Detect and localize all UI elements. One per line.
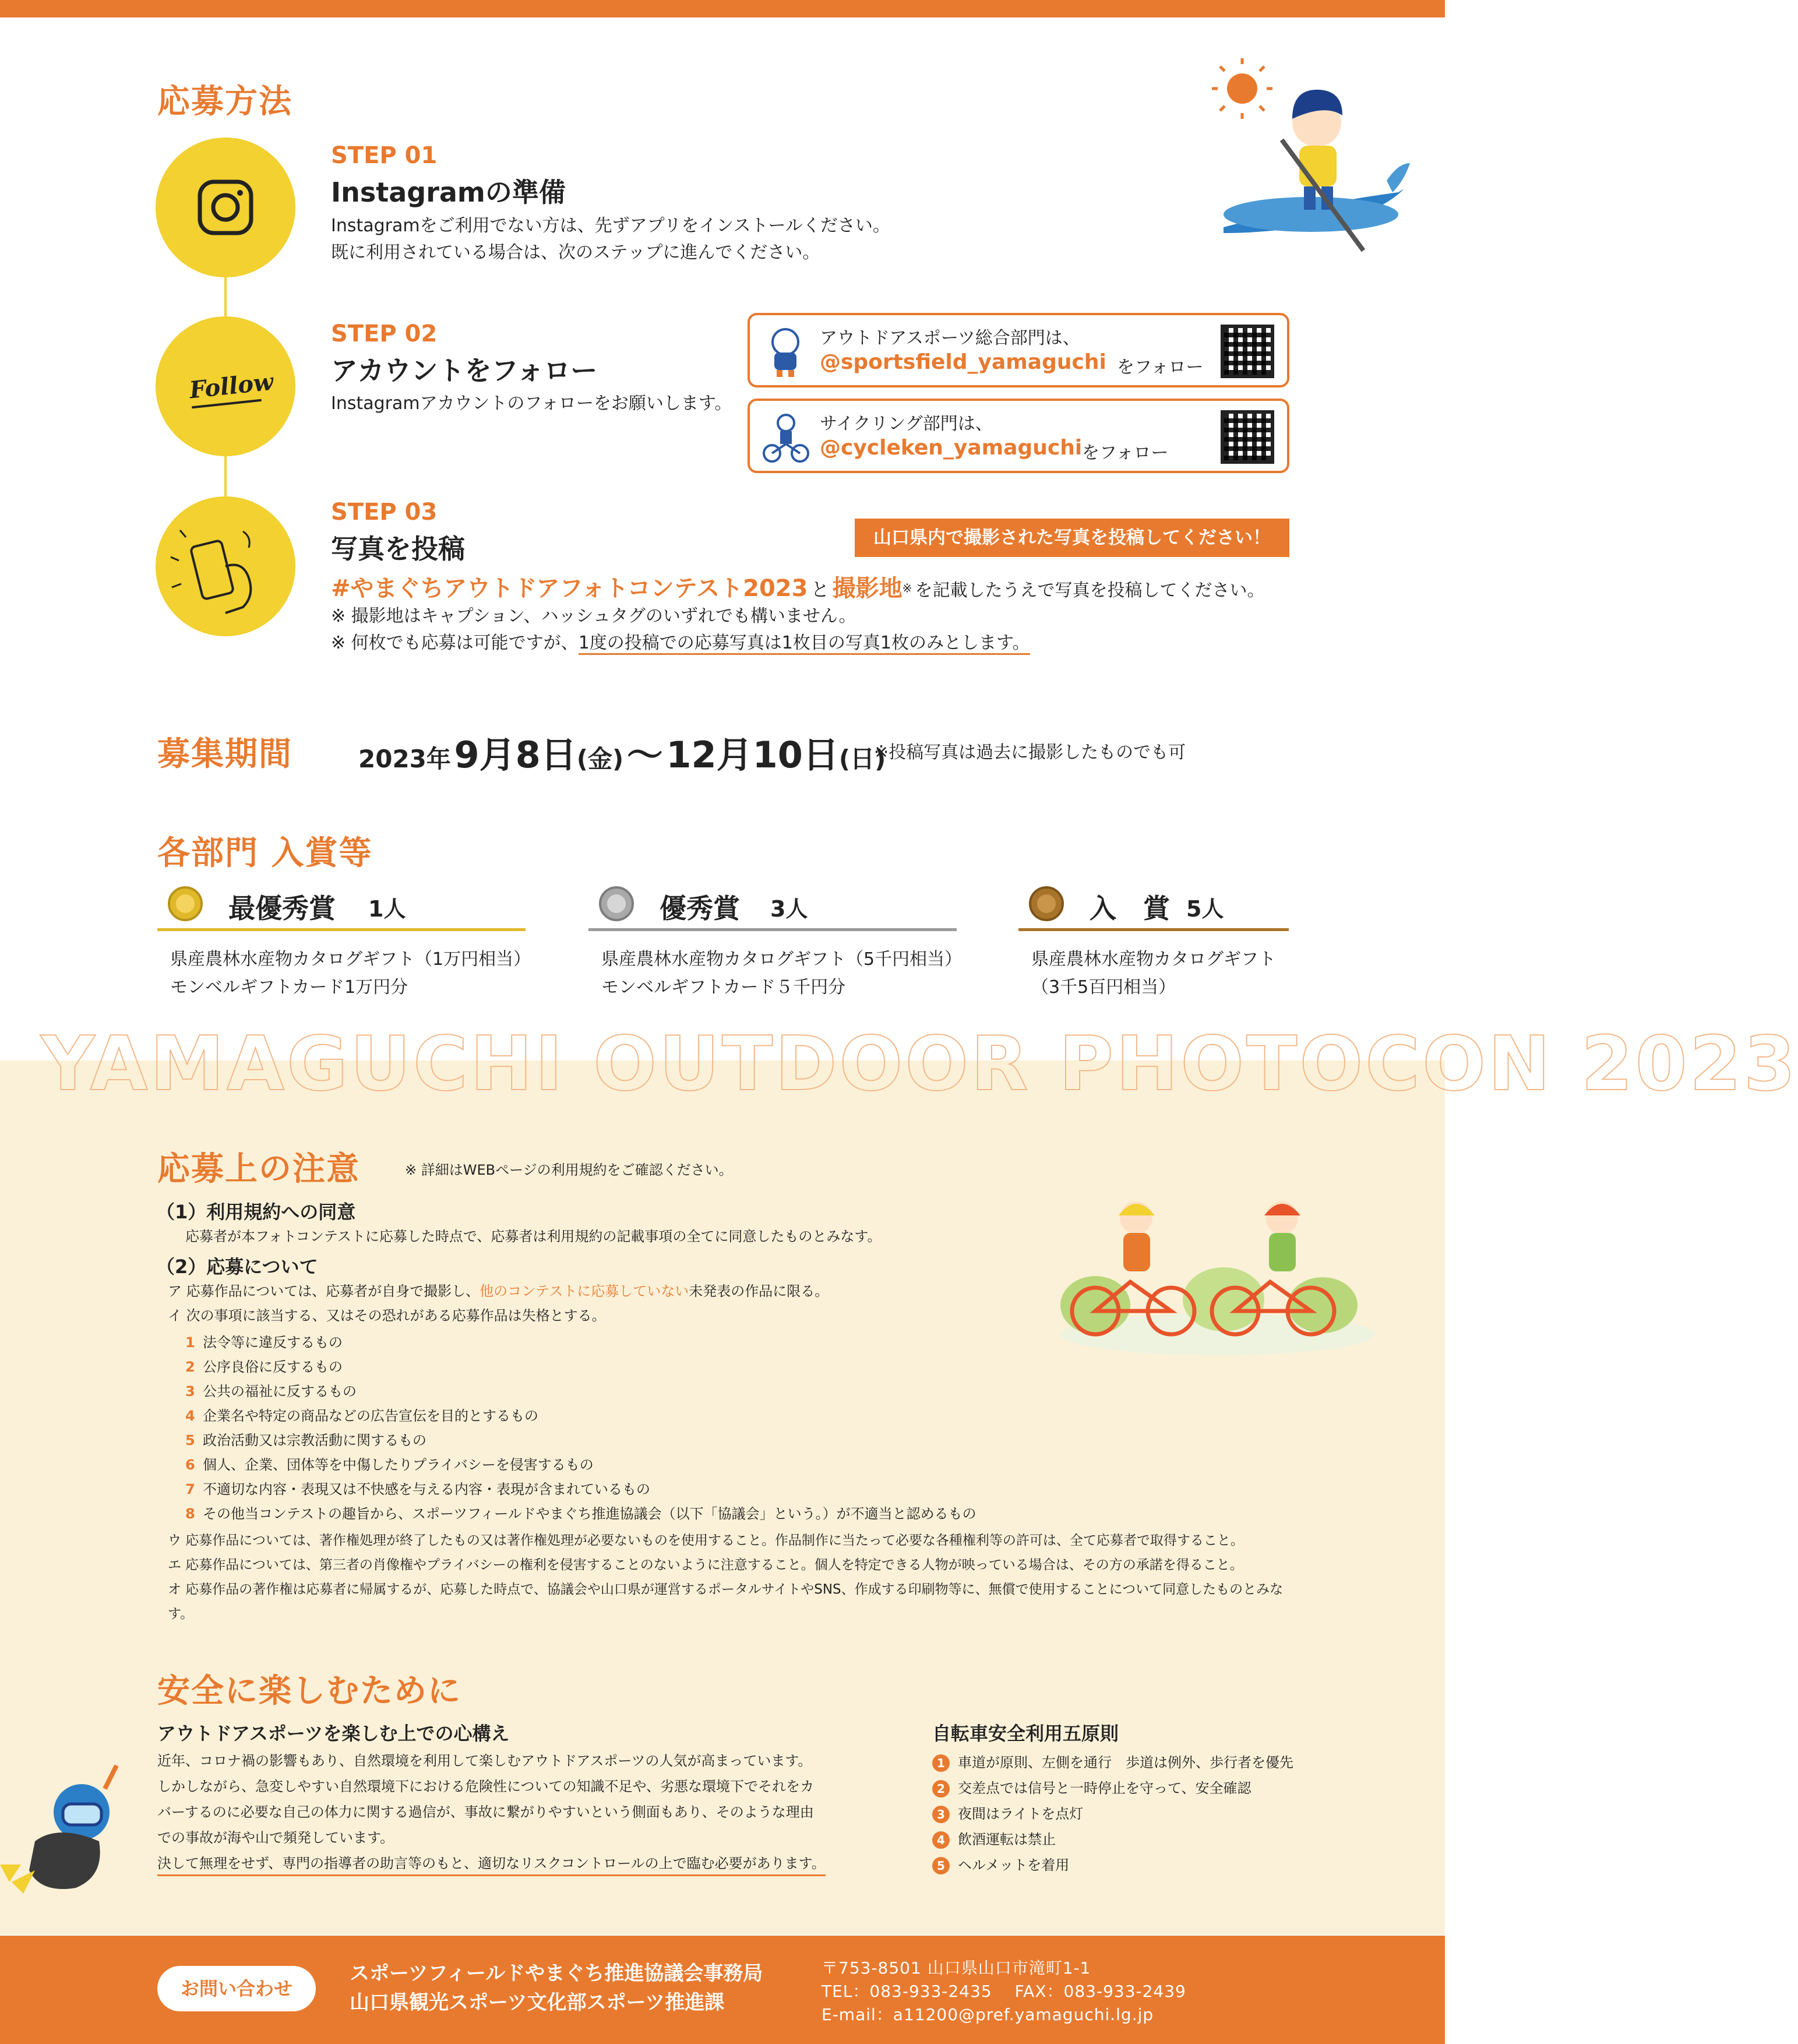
- silver-medal-icon: [598, 885, 635, 922]
- list-text: 公序良俗に反するもの: [203, 1359, 343, 1375]
- list-text: 個人、企業、団体等を中傷したりプライバシーを侵害するもの: [203, 1457, 594, 1473]
- step1-line: Instagramをご利用でない方は、先ずアプリをインストールください。: [331, 216, 890, 236]
- notes-item-u: ウ 応募作品については、著作権処理が終了したもの又は著作権処理が必要ないものを使用すること。作品制作に当たって必要な各種権利等の許可は、全て応募者で取得すること。: [168, 1533, 1244, 1548]
- step1-title: Instagramの準備: [331, 177, 566, 208]
- place-mark: ※: [902, 581, 912, 595]
- footer-org: [350, 1959, 763, 2017]
- list-item: [932, 1801, 1293, 1827]
- list-text: 夜間はライトを点灯: [958, 1806, 1084, 1822]
- step3-note-highlight: 1度の投稿での応募写真は1枚目の写真1枚のみとします。: [579, 633, 1030, 655]
- list-num: 5: [185, 1432, 195, 1449]
- diver-illustration: [0, 1765, 134, 1917]
- list-item: [185, 1355, 1298, 1379]
- safety-line: しかしながら、急変しやすい自然環境下における危険性についての知識不足や、劣悪な環境下でそれをカ: [157, 1778, 815, 1795]
- step2-title: アカウントをフォロー: [331, 355, 598, 386]
- list-item: [185, 1379, 1298, 1404]
- step3-note-text: ※ 何枚でも応募は可能ですが、: [331, 633, 579, 653]
- list-num: 1: [932, 1754, 950, 1772]
- step1-label: STEP 01: [331, 142, 438, 169]
- notes-item-a-text: ア 応募作品については、応募者が自身で撮影し、: [168, 1283, 480, 1299]
- footer-contact-info: [822, 1957, 1186, 2027]
- footer-phone: TEL：083-933-2435 FAX：083-933-2439: [822, 1982, 1186, 2001]
- gold-medal-icon: [167, 885, 204, 922]
- watermark-title: YAMAGUCHI OUTDOOR PHOTOCON 2023: [41, 1021, 1798, 1108]
- footer: [0, 1936, 1445, 2044]
- step3-tail: を記載したうえで写真を投稿してください。: [915, 580, 1265, 601]
- list-item: [185, 1477, 1298, 1502]
- step1-circle: [156, 138, 295, 277]
- list-item: [932, 1750, 1293, 1775]
- list-text: その他当コンテストの趣旨から、スポーツフィールドやまぐち推進協議会（以下「協議会」という。）が不適当と認めるもの: [203, 1506, 976, 1522]
- safety-subtitle: アウトドアスポーツを楽しむ上での心構え: [157, 1722, 510, 1745]
- list-item: [185, 1428, 1298, 1453]
- period-to-dow: (日): [838, 745, 886, 773]
- prize-desc: [170, 946, 531, 1002]
- step1-text: [331, 213, 890, 266]
- list-num: 2: [185, 1359, 195, 1375]
- list-num: 4: [932, 1831, 950, 1849]
- list-num: 5: [932, 1857, 950, 1874]
- list-text: 政治活動又は宗教活動に関するもの: [203, 1432, 426, 1449]
- list-num: 2: [932, 1780, 950, 1798]
- cyclists-illustration: [1049, 1183, 1375, 1358]
- notes-heading-2: （2）応募について: [156, 1256, 318, 1278]
- place-text: 撮影地: [832, 575, 902, 602]
- paddleboard-illustration: [1212, 58, 1416, 256]
- list-item: [932, 1852, 1293, 1878]
- footer-email[interactable]: E-mail：a11200@pref.yamaguchi.lg.jp: [822, 2005, 1154, 2024]
- period-dates: [358, 726, 886, 778]
- follow-box-sports[interactable]: [748, 313, 1289, 387]
- notes-item-e: エ 応募作品については、第三者の肖像権やプライバシーの権利を侵害することのないように注意すること。個人を特定できる人物が映っている場合は、その方の承諾を得ること。: [168, 1557, 1243, 1573]
- prize-underline: [157, 928, 526, 931]
- follow-box-cycling[interactable]: [748, 399, 1289, 473]
- follow-dept: アウトドアスポーツ総合部門は、: [820, 328, 1080, 348]
- notes-item-i: イ 次の事項に該当する、又はその恐れがある応募作品は失格とする。: [168, 1308, 606, 1324]
- step3-circle: [156, 496, 295, 636]
- list-item: [932, 1827, 1293, 1852]
- step3-banner: 山口県内で撮影された写真を投稿してください！: [855, 519, 1289, 557]
- prize-name: 最優秀賞: [228, 893, 336, 924]
- prize-desc-line: （3千5百円相当）: [1031, 977, 1176, 998]
- list-num: 7: [185, 1481, 195, 1497]
- section-title-safety: 安全に楽しむために: [157, 1672, 461, 1710]
- list-num: 8: [185, 1506, 195, 1522]
- prize-desc-line: 県産農林水産物カタログギフト（1万円相当）: [170, 949, 531, 970]
- step2-circle: [156, 316, 295, 456]
- period-year: 2023年: [358, 745, 451, 773]
- prize-count: 5人: [1186, 896, 1224, 922]
- safety-line: バーするのに必要な自己の体力に関する過信が、事故に繋がりやすいという側面もあり、そのような理由: [157, 1804, 814, 1820]
- list-text: 企業名や特定の商品などの広告宣伝を目的とするもの: [203, 1408, 538, 1424]
- follow-icon-text: Follow: [188, 368, 275, 404]
- section-title-notes: 応募上の注意: [157, 1150, 360, 1188]
- step3-note: [331, 630, 1030, 657]
- list-num: 3: [185, 1383, 195, 1400]
- list-text: 不適切な内容・表現又は不快感を与える内容・表現が含まれているもの: [203, 1481, 650, 1497]
- prize-name: 入 賞: [1090, 893, 1170, 924]
- period-tilde: 〜: [626, 734, 663, 776]
- step3-hashtag-line: [331, 570, 1265, 603]
- phone-hand-icon: [156, 496, 295, 636]
- notes-heading-1: （1）利用規約への同意: [156, 1201, 356, 1223]
- period-note: ※投稿写真は過去に撮影したものでも可: [874, 742, 1186, 763]
- period-to: 12月10日: [666, 734, 839, 776]
- contact-badge: お問い合わせ: [157, 1966, 316, 2011]
- notes-item-a-text: 未発表の作品に限る。: [689, 1283, 829, 1299]
- step2-label: STEP 02: [331, 320, 438, 347]
- list-num: 6: [185, 1457, 195, 1473]
- follow-suffix: をフォロー: [1117, 357, 1204, 378]
- step2-text: Instagramアカウントのフォローをお願いします。: [331, 393, 732, 414]
- step3-notes: [331, 603, 1030, 657]
- list-text: ヘルメットを着用: [958, 1857, 1070, 1873]
- notes-paragraph-1: 応募者が本フォトコンテストに応募した時点で、応募者は利用規約の記載事項の全てに同意したものとみなす。: [185, 1228, 882, 1245]
- mascot-icon: [765, 326, 806, 378]
- bike-rules-list: [932, 1750, 1293, 1878]
- notes-item-a-highlight: 他のコンテストに応募していない: [480, 1283, 689, 1299]
- safety-line: 近年、コロナ禍の影響もあり、自然環境を利用して楽しむアウトドアスポーツの人気が高まっています。: [157, 1753, 812, 1769]
- prize-count: 3人: [770, 896, 808, 922]
- safety-body: [157, 1748, 868, 1876]
- prize-desc-line: 県産農林水産物カタログギフト（5千円相当）: [601, 949, 963, 970]
- list-text: 交差点では信号と一時停止を守って、安全確認: [958, 1780, 1251, 1796]
- bronze-medal-icon: [1028, 885, 1065, 922]
- safety-line: での事故が海や山で頻発しています。: [157, 1830, 394, 1846]
- list-num: 4: [185, 1408, 195, 1424]
- list-text: 車道が原則、左側を通行 歩道は例外、歩行者を優先: [958, 1754, 1293, 1771]
- cyclist-icon: [761, 411, 810, 464]
- step3-label: STEP 03: [331, 499, 438, 526]
- footer-org-line: スポーツフィールドやまぐち推進協議会事務局: [350, 1962, 763, 1985]
- prize-desc: [601, 946, 963, 1002]
- list-text: 法令等に違反するもの: [203, 1334, 343, 1351]
- step3-title: 写真を投稿: [331, 533, 465, 565]
- notes-subtitle: ※ 詳細はWEBページの利用規約をご確認ください。: [405, 1162, 733, 1178]
- prize-count: 1人: [368, 896, 406, 922]
- notes-item-o: オ 応募作品の著作権は応募者に帰属するが、応募した時点で、協議会や山口県が運営するポータルサイトやSNS、作成する印刷物等に、無償で使用することについて同意したものとみなす。: [168, 1582, 1284, 1622]
- list-text: 公共の福祉に反するもの: [203, 1383, 357, 1400]
- notes-disqualify-list: [156, 1330, 1298, 1526]
- qr-code[interactable]: [1221, 410, 1274, 464]
- list-text: 飲酒運転は禁止: [958, 1831, 1056, 1848]
- prize-underline: [588, 928, 957, 931]
- footer-org-line: 山口県観光スポーツ文化部スポーツ推進課: [350, 1991, 725, 2014]
- list-item: [185, 1502, 1298, 1526]
- follow-suffix: をフォロー: [1082, 443, 1169, 463]
- step3-note: ※ 撮影地はキャプション、ハッシュタグのいずれでも構いません。: [331, 606, 856, 626]
- prize-name: 優秀賞: [660, 893, 740, 924]
- list-item: [185, 1453, 1298, 1477]
- safety-emphasis: 決して無理をせず、専門の指導者の助言等のもと、適切なリスクコントロールの上で臨む必要があります。: [157, 1852, 826, 1876]
- section-title-how-to: 応募方法: [157, 83, 292, 121]
- qr-code[interactable]: [1221, 325, 1274, 378]
- and-text: と: [810, 579, 830, 601]
- hashtag: #やまぐちアウトドアフォトコンテスト2023: [331, 575, 808, 602]
- follow-dept: サイクリング部門は、: [820, 414, 993, 434]
- instagram-icon: [156, 138, 295, 277]
- prize-desc-line: 県産農林水産物カタログギフト: [1031, 949, 1276, 970]
- top-bar: [0, 0, 1445, 17]
- footer-address: 〒753-8501 山口県山口市滝町1-1: [822, 1958, 1091, 1978]
- prize-desc-line: モンベルギフトカード1万円分: [170, 977, 408, 998]
- prize-desc: [1031, 946, 1276, 1002]
- step1-line: 既に利用されている場合は、次のステップに進んでください。: [331, 242, 820, 263]
- list-num: 1: [185, 1334, 195, 1351]
- follow-account[interactable]: @cycleken_yamaguchi: [820, 436, 1083, 460]
- list-item: [932, 1775, 1293, 1801]
- follow-account[interactable]: @sportsfield_yamaguchi: [820, 350, 1106, 374]
- section-title-period: 募集期間: [157, 735, 292, 773]
- prize-underline: [1018, 928, 1289, 931]
- list-item: [185, 1404, 1298, 1428]
- list-num: 3: [932, 1806, 950, 1823]
- period-from: 9月8日: [454, 734, 577, 776]
- bike-rules-title: 自転車安全利用五原則: [932, 1722, 1119, 1745]
- section-title-prizes: 各部門 入賞等: [157, 834, 373, 872]
- prize-desc-line: モンベルギフトカード５千円分: [601, 977, 846, 998]
- period-from-dow: (金): [576, 745, 624, 773]
